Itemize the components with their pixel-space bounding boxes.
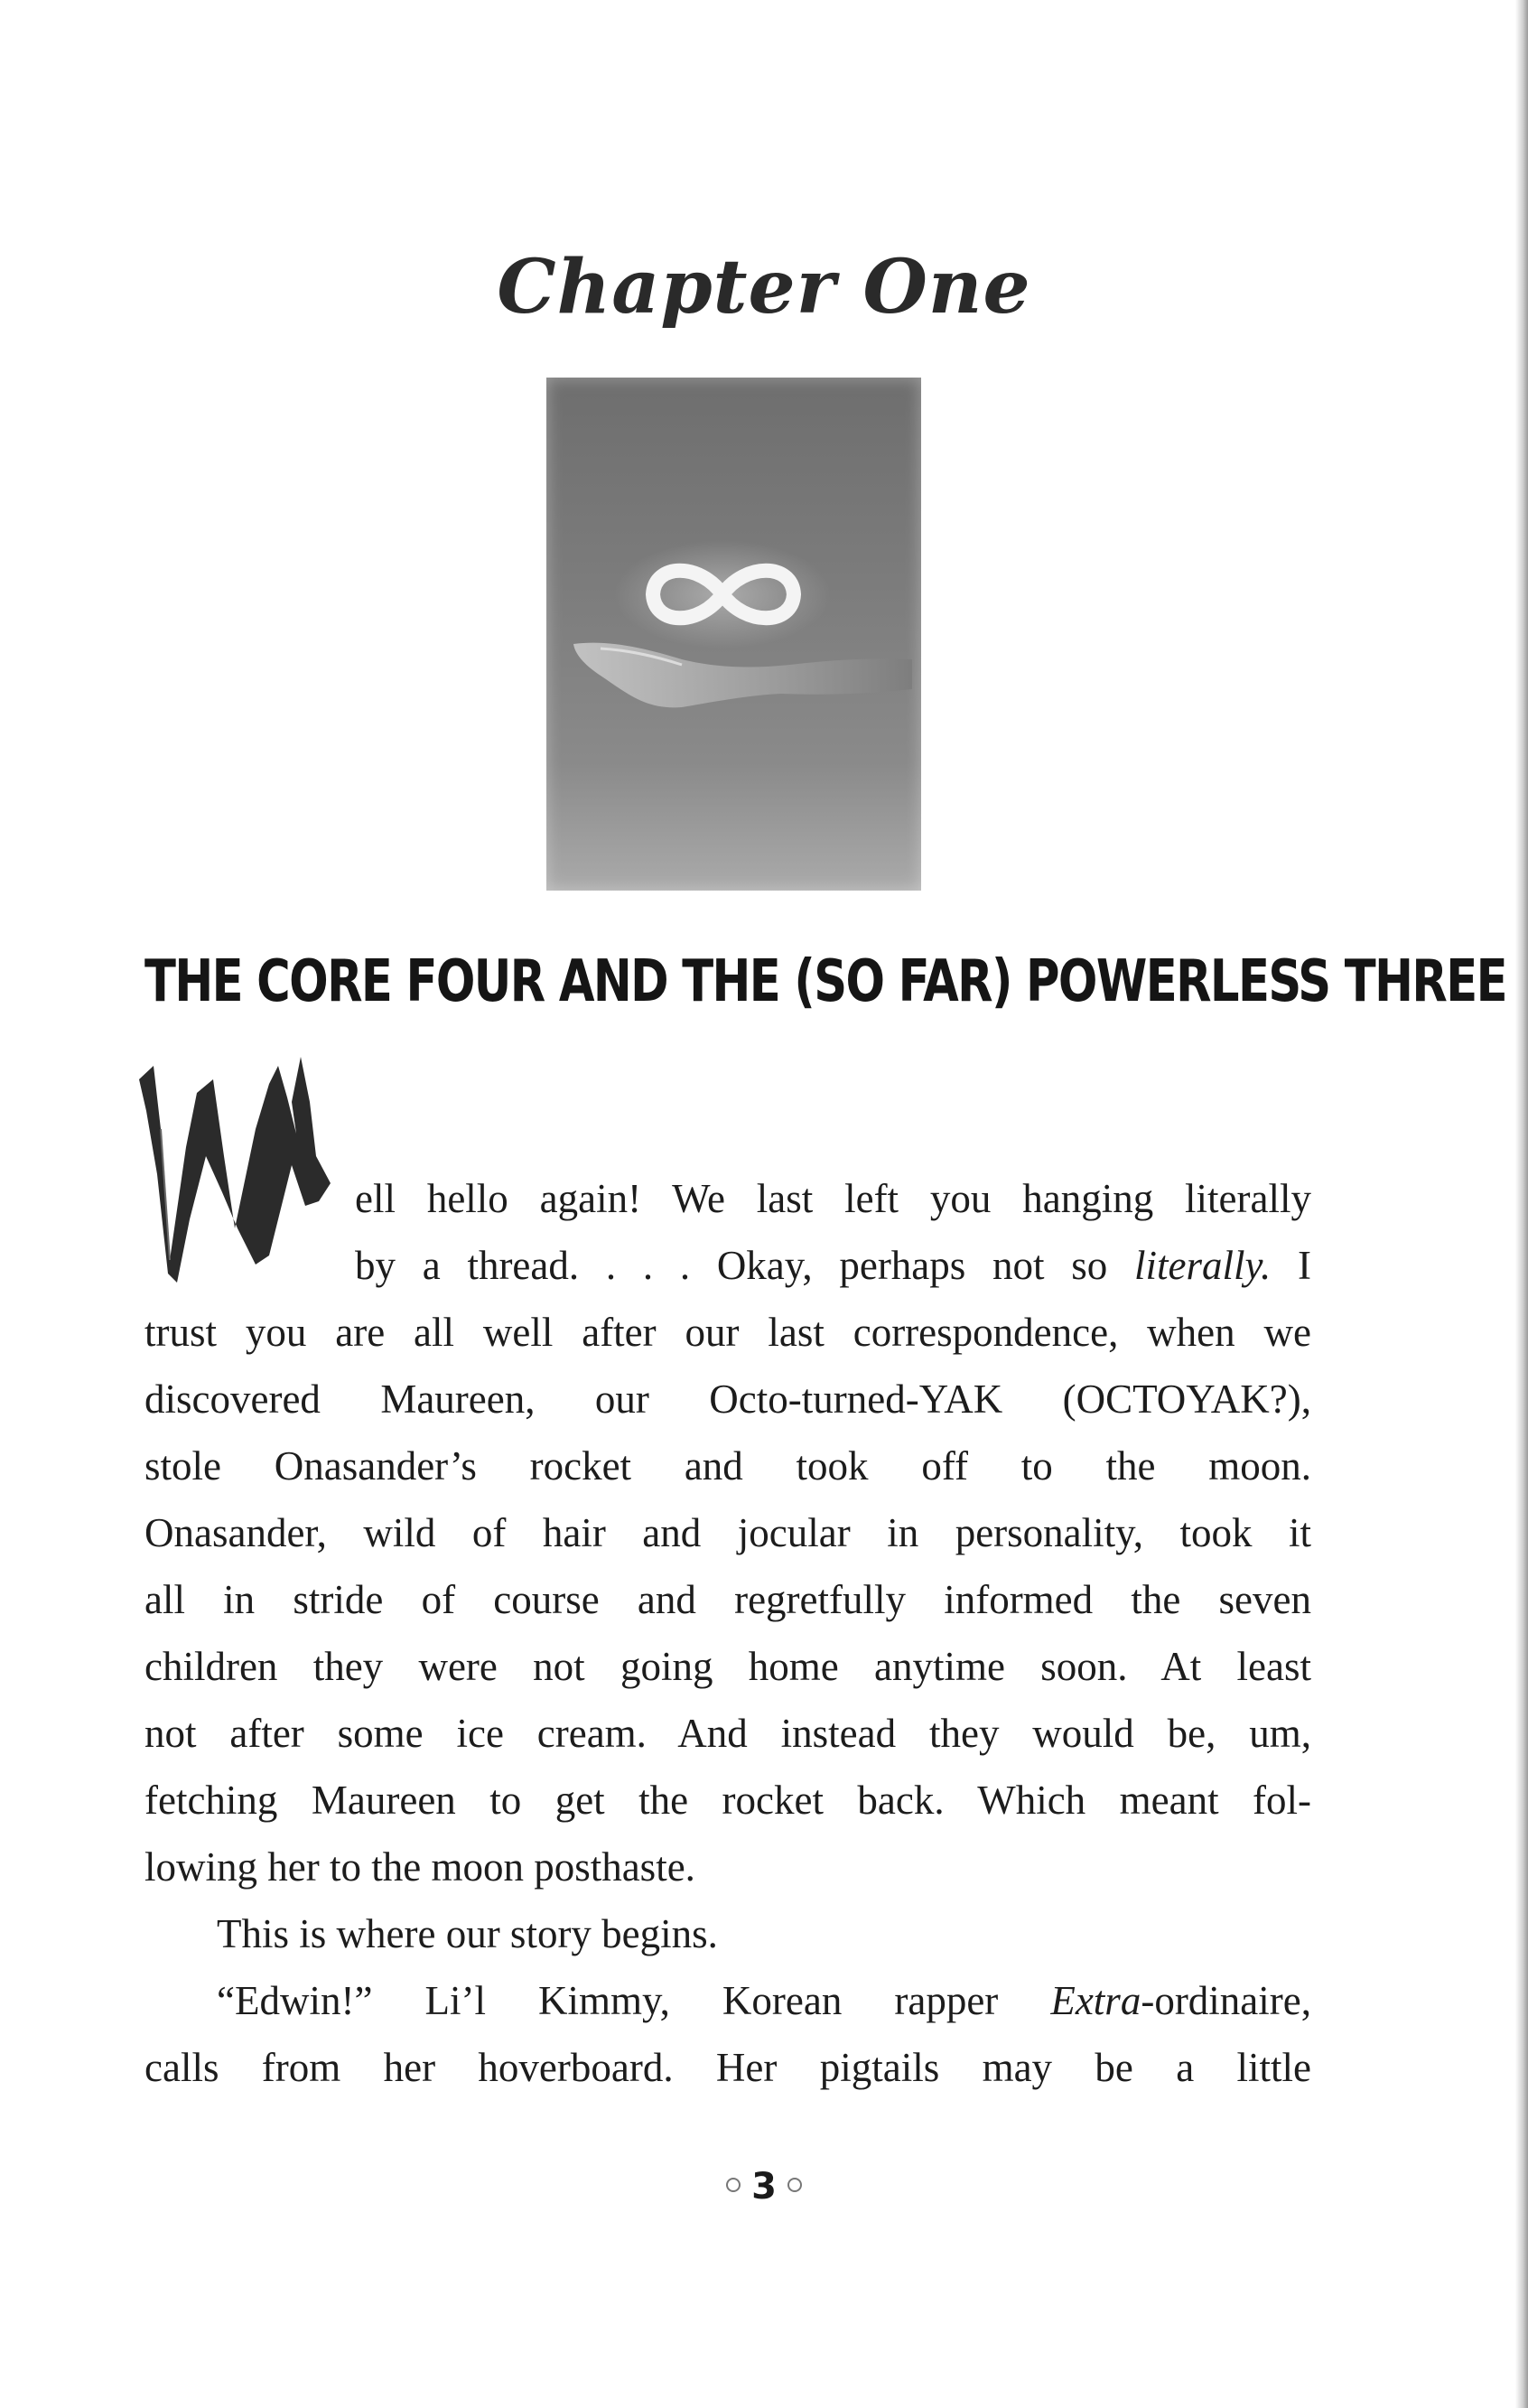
text-line: not after some ice cream. And instead they would be, um, <box>144 1711 1311 1756</box>
body-text <box>144 1165 1311 2101</box>
text-line: fetching Maureen to get the rocket back. Which meant fol- <box>144 1778 1311 1823</box>
text-line: lowing her to the moon posthaste. <box>144 1844 695 1890</box>
text-line: trust you are all well after our last correspondence, when we <box>144 1310 1311 1355</box>
text-line: stole Onasander’s rocket and took off to the moon. <box>144 1443 1311 1489</box>
ornament-circle-icon <box>787 2178 802 2192</box>
text-line: This is where our story begins. <box>217 1911 718 1956</box>
text-line: all in stride of course and regretfully informed the seven <box>144 1577 1311 1622</box>
text-line: “Edwin!” Li’l Kimmy, Korean rapper Extra-ordinaire, <box>217 1978 1311 2023</box>
text-line: discovered Maureen, our Octo-turned-YAK (OCTOYAK?), <box>144 1377 1311 1422</box>
text-line: by a thread. . . . Okay, perhaps not so literally. I <box>355 1243 1311 1288</box>
text-line: calls from her hoverboard. Her pigtails may be a little <box>144 2045 1311 2090</box>
text-line: Onasander, wild of hair and jocular in personality, took it <box>144 1510 1311 1555</box>
page-edge-shadow <box>1515 0 1528 2408</box>
chapter-label: Chapter One <box>497 244 1031 331</box>
ornament-circle-icon <box>726 2178 741 2192</box>
chapter-illustration <box>546 378 921 891</box>
text-line: children they were not going home anytime soon. At least <box>144 1644 1311 1689</box>
page-number-value: 3 <box>751 2166 777 2207</box>
infinity-hand-icon <box>546 378 921 891</box>
page-number <box>0 2166 1528 2207</box>
text-line: ell hello again! We last left you hanging literally <box>355 1176 1311 1221</box>
chapter-title: THE CORE FOUR AND THE (SO FAR) POWERLESS THREE <box>144 948 1506 1015</box>
